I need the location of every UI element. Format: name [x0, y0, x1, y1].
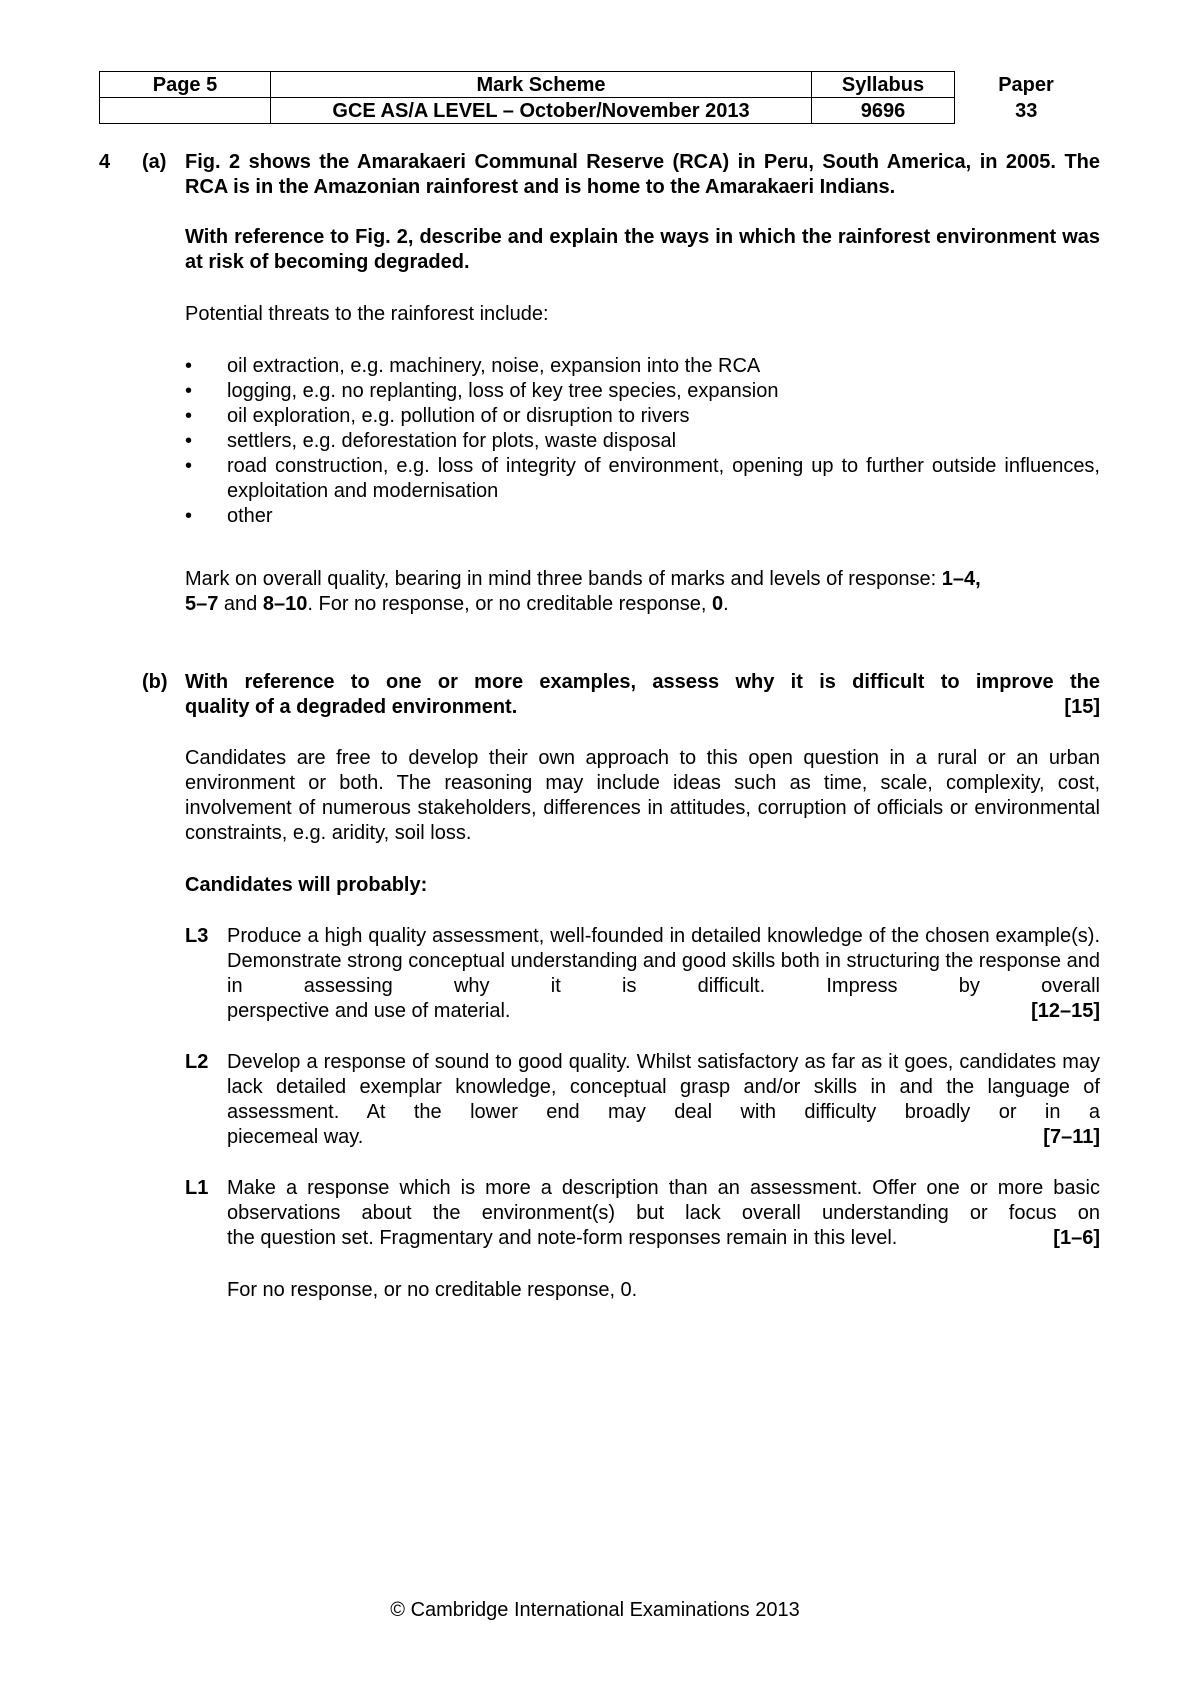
page-number: Page 5	[100, 72, 271, 98]
part-a-label: (a)	[142, 151, 167, 173]
bullet-icon: •	[185, 455, 193, 477]
candidates-probably: Candidates will probably:	[185, 874, 428, 896]
level-1: L1 Make a response which is more a description than an assessment. Offer one or more basic observations about the environment(s) but lack overall understanding or focus on the question set. Fragmentary and note-form responses remain in this level. [1–6]	[185, 1177, 1100, 1249]
exam-title: GCE AS/A LEVEL – October/November 2013	[271, 98, 812, 124]
list-item: • road construction, e.g. loss of integrity of environment, opening up to further outside influences, exploitation and modernisation	[185, 455, 1100, 502]
level-3: L3 Produce a high quality assessment, well-founded in detailed knowledge of the chosen example(s). Demonstrate strong conceptual understanding and good skills both in structuring the response and in assessing why it is difficult. Impress by overall perspective and use of material. [12–15]	[185, 925, 1100, 1022]
bullet-icon: •	[185, 505, 193, 527]
paper-number: 33	[1015, 99, 1038, 122]
level-marks: [1–6]	[1053, 1227, 1100, 1249]
level-marks: [7–11]	[1043, 1126, 1100, 1148]
list-item: • oil exploration, e.g. pollution of or disruption to rivers	[185, 405, 690, 427]
part-b-question: With reference to one or more examples, assess why it is difficult to improve the quality of a degraded environment. [15]	[185, 671, 1100, 718]
list-item: • other	[185, 505, 273, 527]
marking-guidance: Mark on overall quality, bearing in mind three bands of marks and levels of response: 1–4, 5–7 and 8–10. For no response, or no creditable response, 0.	[185, 568, 981, 615]
level-code: L1	[185, 1177, 209, 1199]
doc-type: Mark Scheme	[271, 72, 812, 98]
list-item: • logging, e.g. no replanting, loss of key tree species, expansion	[185, 380, 779, 402]
level-code: L2	[185, 1051, 209, 1073]
level-marks: [12–15]	[1031, 1000, 1100, 1022]
empty-cell	[100, 98, 271, 124]
part-a-intro: Fig. 2 shows the Amarakaeri Communal Reserve (RCA) in Peru, South America, in 2005. The RCA is in the Amazonian rainforest and is home to the Amarakaeri Indians.	[185, 151, 1100, 198]
list-item: • settlers, e.g. deforestation for plots, waste disposal	[185, 430, 677, 452]
bullet-icon: •	[185, 430, 193, 452]
bullet-icon: •	[185, 405, 193, 427]
copyright-footer: © Cambridge International Examinations 2013	[390, 1599, 800, 1621]
bullet-icon: •	[185, 355, 193, 377]
bullet-icon: •	[185, 380, 193, 402]
threats-list	[185, 354, 1100, 529]
paper-label: Paper	[998, 73, 1054, 96]
part-b-guidance: Candidates are free to develop their own approach to this open question in a rural or an urban environment or both. The reasoning may include ideas such as time, scale, complexity, cost, involvement of numerous stakeholders, differences in attitudes, corruption of officials or environmental constraints, e.g. aridity, soil loss.	[185, 747, 1100, 844]
part-b-marks: [15]	[1064, 696, 1100, 718]
list-item: • oil extraction, e.g. machinery, noise, expansion into the RCA	[185, 355, 761, 377]
syllabus-code: 9696	[812, 98, 955, 124]
part-b-label: (b)	[142, 671, 168, 693]
part-a-question: With reference to Fig. 2, describe and explain the ways in which the rainforest environment was at risk of becoming degraded.	[185, 226, 1100, 273]
syllabus-label: Syllabus	[812, 72, 955, 98]
level-2: L2 Develop a response of sound to good quality. Whilst satisfactory as far as it goes, candidates may lack detailed exemplar knowledge, conceptual grasp and/or skills in and the language of assessment. At the lower end may deal with difficulty broadly or in a piecemeal way. [7–11]	[185, 1051, 1100, 1148]
no-response-note: For no response, or no creditable response, 0.	[227, 1279, 638, 1301]
level-code: L3	[185, 925, 209, 947]
threats-intro: Potential threats to the rainforest include:	[185, 303, 549, 325]
header-table	[99, 71, 1098, 124]
question-number: 4	[99, 151, 111, 173]
